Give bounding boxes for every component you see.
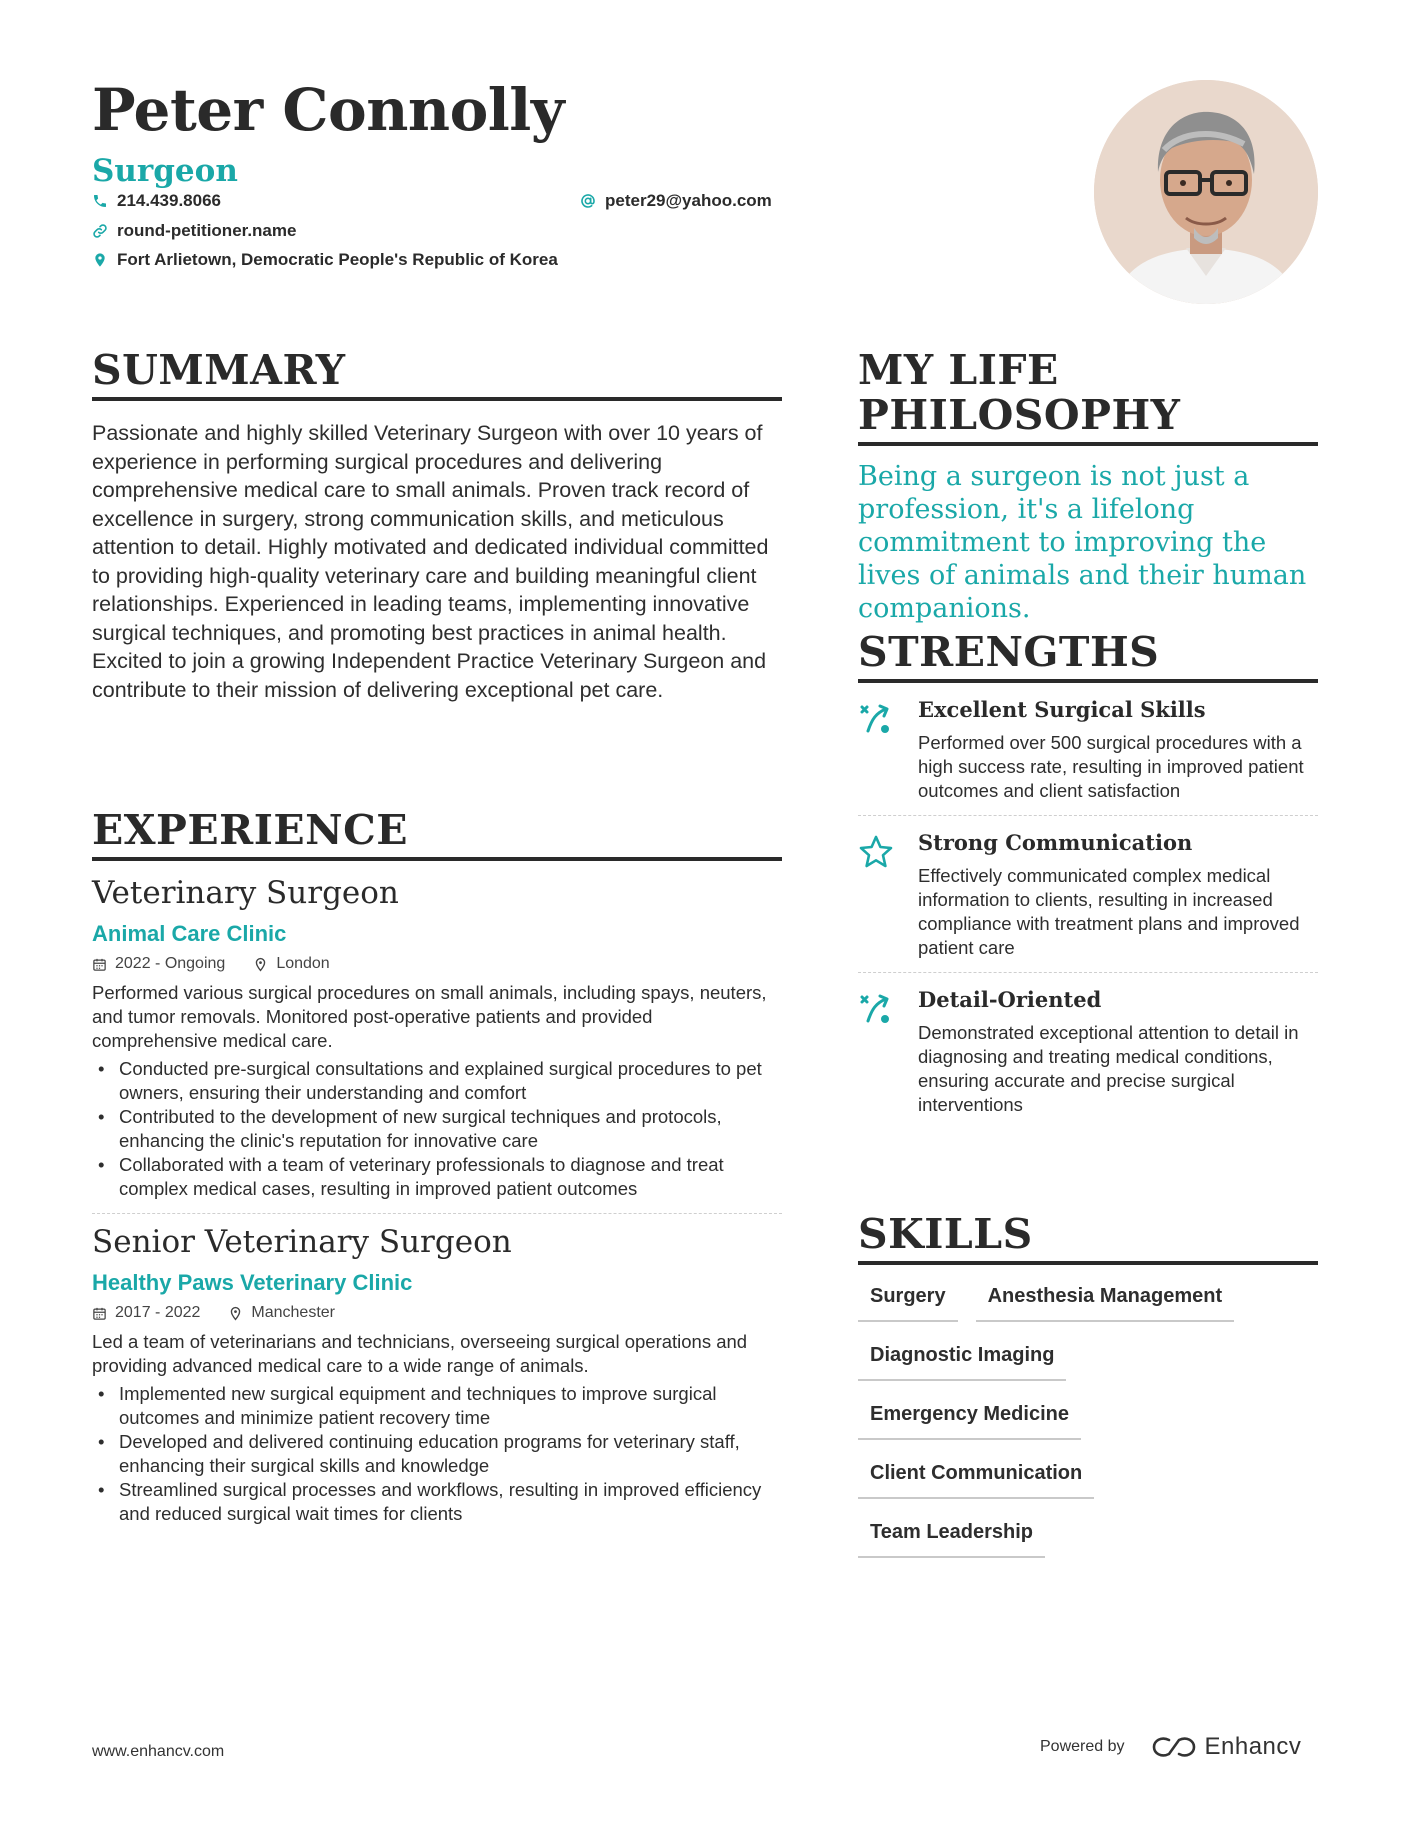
job-bullet: • Conducted pre-surgical consultations and explained surgical procedures to pet owners, ensuring their understanding and comfort [92,1057,782,1105]
strength-text: Demonstrated exceptional attention to detail in diagnosing and treating medical conditions, ensuring accurate and precise surgical interventions [918,1022,1299,1116]
website-contact [92,216,296,245]
strength-title: Excellent Surgical Skills [918,697,1206,723]
calendar-icon [92,1306,107,1321]
skills-title: SKILLS [858,1212,1318,1265]
website-link[interactable]: round-petitioner.name [117,220,297,240]
job-location: Manchester [251,1304,335,1322]
powered-by-label: Powered by [1040,1738,1125,1755]
summary-text: Passionate and highly skilled Veterinary Surgeon with over 10 years of experience in performing surgical procedures and delivering comprehensive medical care to small animals. Proven track record of excellence in surgery, strong communication skills, and meticulous attention to detail. Highly motivated and dedicated individual committed to providing high-quality veterinary care and building meaningful client relationships. Experienced in leading teams, implementing innovative surgical techniques, and promoting best practices in animal health. Excited to join a growing Independent Practice Veterinary Surgeon and contribute to their mission of delivering exceptional pet care. [92,421,769,702]
job-meta [92,1304,782,1322]
skills-section [858,1212,1318,1568]
job-bullet: • Contributed to the development of new surgical techniques and protocols, enhancing the clinic's reputation for innovative care [92,1105,782,1153]
target-path-icon [858,991,894,1027]
job-title: Veterinary Surgeon [92,875,399,912]
philosophy-title: MY LIFE PHILOSOPHY [858,348,1318,446]
job-bullet: • Implemented new surgical equipment and techniques to improve surgical outcomes and minimize patient recovery time [92,1382,782,1430]
strength-title: Detail-Oriented [918,987,1102,1013]
calendar-icon [92,957,107,972]
skill-tag: Client Communication [858,1450,1094,1499]
philosophy-section [858,348,1318,625]
skills-list [858,1273,1318,1568]
skill-tag: Team Leadership [858,1509,1045,1558]
link-icon [92,223,108,239]
strengths-title: STRENGTHS [858,630,1318,683]
job-entry [92,1224,782,1526]
email-address[interactable]: peter29@yahoo.com [605,190,772,210]
job-bullet: • Streamlined surgical processes and workflows, resulting in improved efficiency and reduced surgical wait times for clients [92,1478,782,1526]
skill-tag: Anesthesia Management [976,1273,1235,1322]
job-dates: 2017 - 2022 [115,1304,201,1322]
strength-item [858,816,1318,972]
job-bullet: • Collaborated with a team of veterinary professionals to diagnose and treat complex medical cases, resulting in improved patient outcomes [92,1153,782,1201]
job-bullets [92,1057,782,1201]
job-title: Senior Veterinary Surgeon [92,1224,512,1261]
philosophy-quote: Being a surgeon is not just a profession, it's a lifelong commitment to improving the lives of animals and their human companions. [858,461,1307,625]
company-name: Healthy Paws Veterinary Clinic [92,1270,413,1296]
footer-website[interactable]: www.enhancv.com [92,1743,225,1760]
target-path-icon [858,701,894,737]
portrait-illustration [1094,80,1318,304]
phone-icon [92,193,108,209]
strength-text: Performed over 500 surgical procedures with a high success rate, resulting in improved patient outcomes and client satisfaction [918,732,1304,802]
map-pin-icon [92,252,108,268]
skill-tag: Surgery [858,1273,958,1322]
location-contact [92,245,558,274]
strength-title: Strong Communication [918,830,1193,856]
resume-header [92,76,832,189]
summary-title: SUMMARY [92,348,782,401]
brand-logo[interactable] [1151,1733,1302,1761]
footer-branding [1040,1733,1301,1761]
job-bullets [92,1382,782,1526]
brand-name: Enhancv [1204,1733,1302,1760]
email-contact [580,186,772,215]
enhancv-logo-icon [1151,1734,1197,1760]
map-pin-icon [228,1306,243,1321]
summary-section [92,348,782,704]
job-description: Performed various surgical procedures on small animals, including spays, neuters, and tumor removals. Monitored post-operative patients and provided comprehensive medical care. [92,982,767,1052]
job-bullet: • Developed and delivered continuing education programs for veterinary staff, enhancing their surgical skills and knowledge [92,1430,782,1478]
phone-contact [92,186,221,215]
strength-item [858,973,1318,1129]
job-description: Led a team of veterinarians and technicians, overseeing surgical operations and providing advanced medical care to a wide range of animals. [92,1331,748,1377]
candidate-name: Peter Connolly [92,76,565,144]
company-name: Animal Care Clinic [92,921,287,947]
at-sign-icon [580,193,596,209]
phone-number[interactable]: 214.439.8066 [117,190,221,210]
job-divider [92,1213,782,1214]
strength-text: Effectively communicated complex medical information to clients, resulting in increased compliance with treatment plans and improved patient care [918,865,1300,959]
job-dates: 2022 - Ongoing [115,955,226,973]
profile-photo [1094,80,1318,304]
strength-item [858,683,1318,815]
experience-section [92,808,782,1526]
job-entry [92,875,782,1201]
candidate-role: Surgeon [92,152,238,189]
location-text: Fort Arlietown, Democratic People's Republic of Korea [117,249,558,269]
strengths-section [858,630,1318,1129]
star-icon [858,834,894,870]
skill-tag: Diagnostic Imaging [858,1332,1066,1381]
experience-title: EXPERIENCE [92,808,782,861]
job-location: London [276,955,330,973]
map-pin-icon [253,957,268,972]
skill-tag: Emergency Medicine [858,1391,1081,1440]
job-meta [92,955,782,973]
